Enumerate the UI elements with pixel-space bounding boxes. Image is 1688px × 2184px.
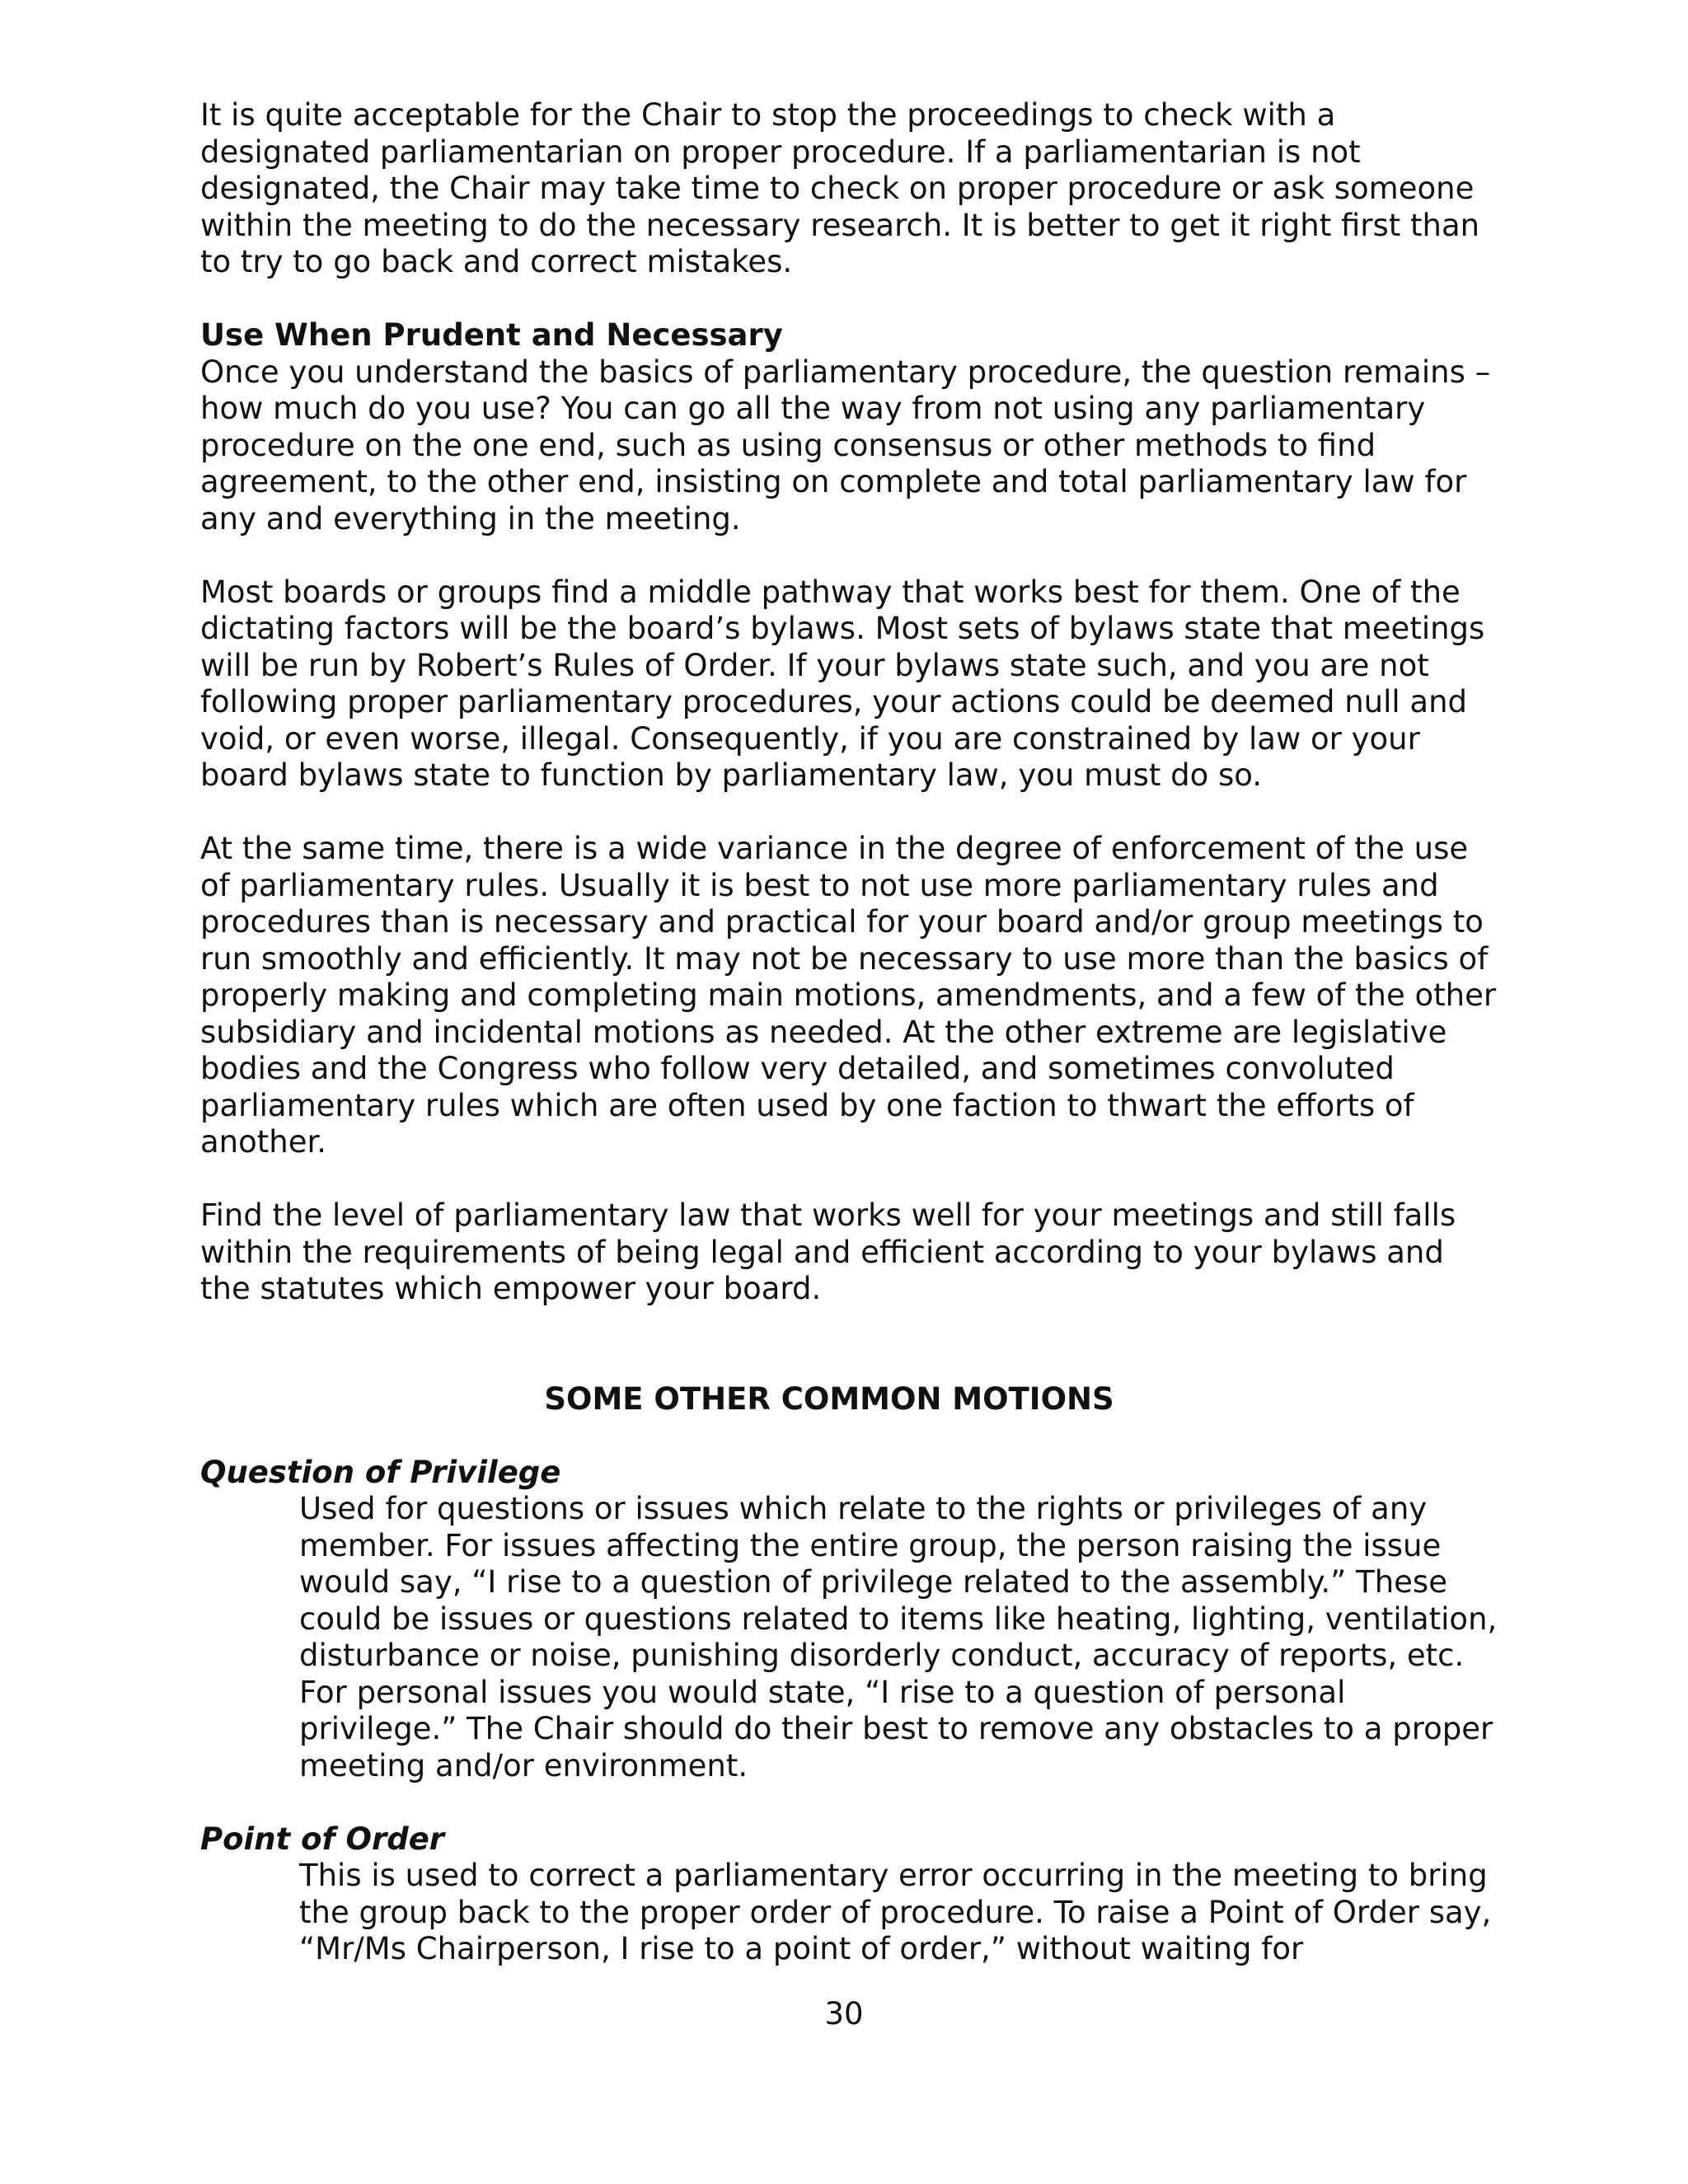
section-title: SOME OTHER COMMON MOTIONS xyxy=(544,1380,1114,1417)
prudent-paragraph-3: At the same time, there is a wide variance in the degree of enforcement of the use of parliamentary rules. Usually it is best to not use more parliamentary rules and procedures than is necessary and practical for your board and/or group meetings to run smoothly and efficiently. It may not be necessary to use more than the basics of properly making and completing main motions, amendments, and a few of the other subsidiary and incidental motions as needed. At the other extreme are legislative bodies and the Congress who follow very detailed, and sometimes convoluted parliamentary rules which are often used by one faction to thwart the efforts of another. xyxy=(200,831,1497,1160)
order-heading: Point of Order xyxy=(200,1821,445,1857)
prudent-heading: Use When Prudent and Necessary xyxy=(200,317,783,353)
intro-paragraph: It is quite acceptable for the Chair to stop the proceedings to check with a designated parliamentarian on proper procedure. If a parliamentarian is not designated, the Chair may take time to check on proper procedure or ask someone within the meeting to do the necessary research. It is better to get it right first than to try to go back and correct mistakes. xyxy=(200,97,1480,279)
prudent-paragraph-2: Most boards or groups find a middle pathway that works best for them. One of the dictating factors will be the board’s bylaws. Most sets of bylaws state that meetings will be run by Robert’s Rules of Order. If your bylaws state such, and you are not following proper parliamentary procedures, your actions could be deemed null and void, or even worse, illegal. Consequently, if you are constrained by law or your board bylaws state to function by parliamentary law, you must do so. xyxy=(200,574,1485,793)
order-paragraph: This is used to correct a parliamentary error occurring in the meeting to bring the group back to the proper order of procedure. To raise a Point of Order say, “Mr/Ms Chairperson, I rise to a point of order,” without waiting for xyxy=(299,1858,1492,1966)
prudent-paragraph-4: Find the level of parliamentary law that works well for your meetings and still falls within the requirements of being legal and efficient according to your bylaws and the statutes which empower your board. xyxy=(200,1197,1456,1306)
prudent-paragraph-1: Once you understand the basics of parliamentary procedure, the question remains – how much do you use? You can go all the way from not using any parliamentary procedure on the one end, such as using consensus or other methods to find agreement, to the other end, insisting on complete and total parliamentary law for any and everything in the meeting. xyxy=(200,354,1491,537)
privilege-paragraph: Used for questions or issues which relate to the rights or privileges of any member. For issues affecting the entire group, the person raising the issue would say, “I rise to a question of privilege related to the assembly.” These could be issues or questions related to items like heating, lighting, ventilation, disturbance or noise, punishing disorderly conduct, accuracy of reports, etc. For personal issues you would state, “I rise to a question of personal privilege.” The Chair should do their best to remove any obstacles to a proper meeting and/or environment. xyxy=(299,1491,1498,1783)
document-page xyxy=(200,97,1503,2004)
page-number: 30 xyxy=(824,1996,864,2032)
privilege-heading: Question of Privilege xyxy=(200,1454,561,1490)
